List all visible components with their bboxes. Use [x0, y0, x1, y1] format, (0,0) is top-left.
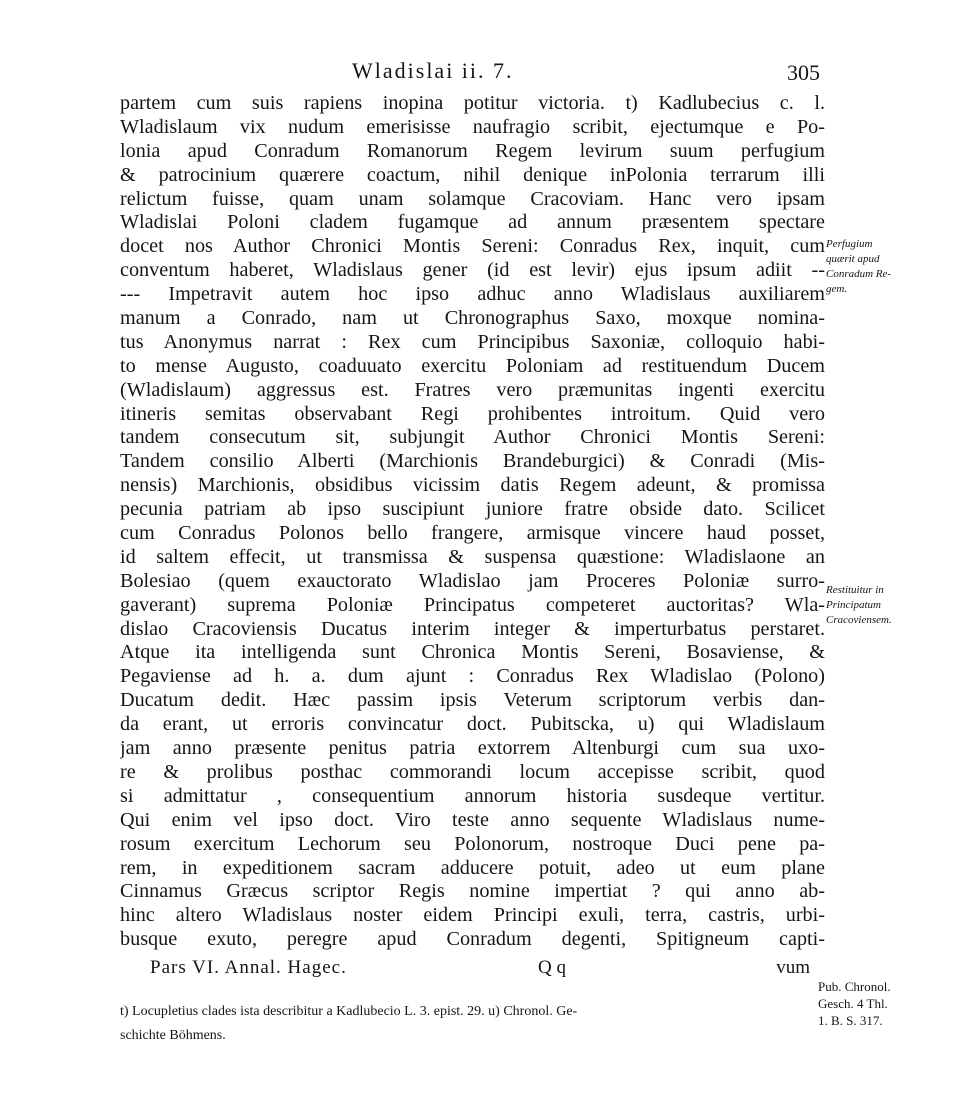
- text-line: Ducatum dedit. Hæc passim ipsis Veterum scriptorum verbis dan-: [120, 689, 825, 712]
- text-line: tus Anonymus narrat : Rex cum Principibus Saxoniæ, colloquio habi-: [120, 330, 825, 353]
- footer-note-line: Gesch. 4 Thl.: [818, 996, 888, 1011]
- text-line: --- Impetravit autem hoc ipso adhuc anno Wladislaus auxiliarem: [120, 283, 825, 306]
- page-header: [120, 58, 820, 88]
- text-line: re & prolibus posthac commorandi locum accepisse scribit, quod: [120, 760, 825, 783]
- text-line: Qui enim vel ipso doct. Viro teste anno sequente Wladislaus nume-: [120, 808, 825, 831]
- footnotes: [120, 1000, 820, 1048]
- text-line: dislao Cracoviensis Ducatus interim integer & imperturbatus perstaret.: [120, 617, 825, 640]
- margin-note-line: Conradum Re-: [826, 268, 892, 280]
- text-line: conventum haberet, Wladislaus gener (id est levir) ejus ipsum adiit --: [120, 259, 825, 282]
- footer-note-line: Pub. Chronol.: [818, 979, 891, 994]
- text-line: Cinnamus Græcus scriptor Regis nomine impertiat ? qui anno ab-: [120, 880, 825, 903]
- margin-note-line: gem.: [826, 283, 848, 295]
- margin-note-line: Perfugium: [826, 238, 873, 250]
- text-line: si admittatur , consequentium annorum historia susdeque vertitur.: [120, 784, 825, 807]
- text-line: Tandem consilio Alberti (Marchionis Brandeburgici) & Conradi (Mis-: [120, 450, 825, 473]
- text-line: Wladislaum vix nudum emerisisse naufragio scribit, ejectumque e Po-: [120, 115, 825, 138]
- text-line: lonia apud Conradum Romanorum Regem levirum suum perfugium: [120, 139, 825, 162]
- text-line: cum Conradus Polonos bello frangere, armisque vincere haud posset,: [120, 522, 825, 545]
- footer-note-line: 1. B. S. 317.: [818, 1013, 883, 1028]
- text-line: hinc altero Wladislaus noster eidem Principi exuli, terra, castris, urbi-: [120, 904, 825, 927]
- catchword: vum: [776, 957, 810, 978]
- margin-note-perfugium: [826, 237, 941, 297]
- text-line: id saltem effecit, ut transmissa & suspensa quæstione: Wladislaone an: [120, 545, 825, 568]
- text-line: Atque ita intelligenda sunt Chronica Montis Sereni, Bosaviense, &: [120, 641, 825, 664]
- text-line: pecunia patriam ab ipso suscipiunt juniore fratre obside dato. Scilicet: [120, 498, 825, 521]
- footnote-line: schichte Böhmens.: [120, 1028, 226, 1043]
- text-line: tandem consecutum sit, subjungit Author Chronici Montis Sereni:: [120, 426, 825, 449]
- running-head: Wladislai ii. 7.: [352, 58, 514, 83]
- text-line: (Wladislaum) aggressus est. Fratres vero præmunitas ingenti exercitu: [120, 378, 825, 401]
- text-line: busque exuto, peregre apud Conradum degenti, Spitigneum capti-: [120, 928, 825, 951]
- text-line: itineris semitas observabant Regi prohibentes introitum. Quid vero: [120, 402, 825, 425]
- text-line: Pegaviense ad h. a. dum ajunt : Conradus Rex Wladislao (Polono): [120, 665, 825, 688]
- text-line: relictum fuisse, quam unam solamque Cracoviam. Hanc vero ipsam: [120, 187, 825, 210]
- margin-note-line: quærit apud: [826, 253, 880, 265]
- footer-margin-note: [818, 978, 948, 1029]
- text-line: rem, in expeditionem sacram adducere potuit, adeo ut eum plane: [120, 856, 825, 879]
- signature-letters: Q q: [538, 957, 566, 978]
- text-line: manum a Conrado, nam ut Chronographus Saxo, moxque nomina-: [120, 307, 825, 330]
- text-line: rosum exercitum Lechorum seu Polonorum, nostroque Duci pene pa-: [120, 832, 825, 855]
- text-line: & patrocinium quærere coactum, nihil denique inPolonia terrarum illi: [120, 163, 825, 186]
- margin-note-line: Restituitur in: [826, 584, 884, 596]
- text-line: to mense Augusto, coaduuato exercitu Poloniam ad restituendum Ducem: [120, 354, 825, 377]
- text-line: da erant, ut erroris convincatur doct. Pubitscka, u) qui Wladislaum: [120, 713, 825, 736]
- margin-note-restituitur: [826, 583, 941, 628]
- signature-mark: Pars VI. Annal. Hagec.: [150, 957, 347, 978]
- text-line: docet nos Author Chronici Montis Sereni: Conradus Rex, inquit, cum: [120, 235, 825, 258]
- main-text-block: [120, 92, 825, 952]
- margin-note-line: Cracoviensem.: [826, 614, 892, 626]
- signature-line: [150, 957, 810, 983]
- page-number: 305: [787, 60, 820, 85]
- text-line: nensis) Marchionis, obsidibus vicissim datis Regem adeunt, & promissa: [120, 474, 825, 497]
- text-line: Bolesiao (quem exauctorato Wladislao jam Proceres Poloniæ surro-: [120, 569, 825, 592]
- text-line: jam anno præsente penitus patria extorrem Altenburgi cum sua uxo-: [120, 737, 825, 760]
- text-line: Wladislai Poloni cladem fugamque ad annum præsentem spectare: [120, 211, 825, 234]
- text-line: partem cum suis rapiens inopina potitur victoria. t) Kadlubecius c. l.: [120, 92, 825, 114]
- footnote-line: t) Locupletius clades ista describitur a Kadlubecio L. 3. epist. 29. u) Chronol. Ge-: [120, 1004, 578, 1019]
- text-line: gaverant) suprema Poloniæ Principatus competeret auctoritas? Wla-: [120, 593, 825, 616]
- margin-note-line: Principatum: [826, 599, 881, 611]
